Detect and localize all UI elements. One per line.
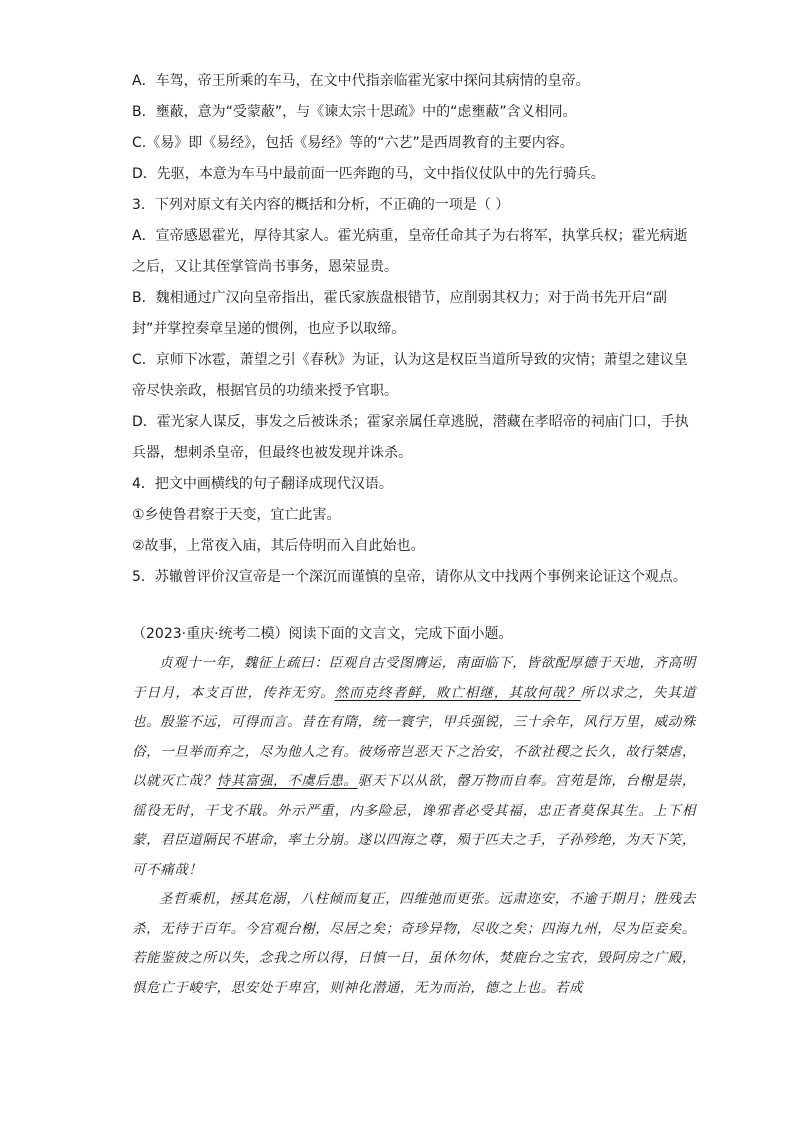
section-gap (132, 593, 696, 613)
option-3d: D．霍光家人谋反，事发之后被诛杀；霍家亲属任章逃脱，潜藏在孝昭帝的祠庙门口，手执兵器，想刺杀皇帝，但最终也被发现并诛杀。 (132, 414, 689, 461)
option-2a: A．车驾，帝王所乘的车马，在文中代指亲临霍光家中探问其病情的皇帝。 (132, 73, 590, 89)
passage-text: 驱天下以从欲，罄万物而自奉。宫苑是饰，台榭是崇，徭役无时，干戈不戢。外示严重，内多险忌，谗邪者必受其福，忠正者莫保其生。上下相蒙，君臣道隔民不堪命，率土分崩。遂以四海之尊，殒于匹夫之手，子孙殄绝，为天下笑，可不痛哉！ (132, 773, 697, 878)
question-5-stem: 5．苏辙曾评价汉宣帝是一个深沉而谨慎的皇帝，请你从文中找两个事例来论证这个观点。 (132, 569, 687, 585)
passage-paragraph-1 (132, 649, 696, 885)
option-3b: B．魏相通过广汉向皇帝指出，霍氏家族盘根错节，应削弱其权力；对于尚书先开启“副封”并掌控奏章呈递的惯例，也应予以取缔。 (132, 290, 667, 337)
question-4-sentence-2: ②故事，上常夜入庙，其后侍明而入自此始也。 (132, 538, 425, 554)
question-3-stem: 3．下列对原文有关内容的概括和分析，不正确的一项是（ ） (132, 197, 510, 213)
passage-paragraph-2: 圣哲乘机，拯其危溺，八柱倾而复正，四维弛而更张。远肃迩安，不逾于期月；胜残去杀，无待于百年。今宫观台榭，尽居之矣；奇珍异物，尽收之矣；四海九州，尽为臣妾矣。若能鉴彼之所以失，念我之所以得，日慎一日，虽休勿休，焚鹿台之宝衣，毁阿房之广殿，惧危亡于峻宇，思安处于卑宫，则神化潜通，无为而治，德之上也。若成 (132, 891, 696, 996)
passage-text: 所以求之，失其道也。殷鉴不远，可得而言。昔在有隋，统一寰宇，甲兵强锐，三十余年，风行万里，威动殊俗，一旦举而弃之，尽为他人之有。彼炀帝岂恶天下之治安，不欲社稷之长久，故行桀虐，以就灭亡哉？ (132, 684, 696, 789)
option-2c: C.《易》即《易经》，包括《易经》等的“六艺”是西周教育的主要内容。 (132, 135, 574, 151)
passage-text: 贞观十一年，魏征上疏曰：臣观自古受图膺运，南面临下，皆欲配厚德于天地，齐高明于日月，本支百世，传祚无穷。 (132, 655, 696, 701)
underlined-sentence-1: 然而克终者鲜，败亡相继，其故何哉？ (334, 684, 581, 701)
option-3c: C．京师下冰雹，萧望之引《春秋》为证，认为这是权臣当道所导致的灾情；萧望之建议皇帝尽快亲政，根据官员的功绩来授予官职。 (132, 352, 688, 399)
question-4-stem: 4．把文中画横线的句子翻译成现代汉语。 (132, 476, 393, 492)
option-2b: B．壅蔽，意为“受蒙蔽”，与《谏太宗十思疏》中的“虑壅蔽”含义相同。 (132, 104, 577, 120)
passage-source: （2023·重庆·统考二模）阅读下面的文言文，完成下面小题。 (132, 626, 513, 642)
question-4-sentence-1: ①乡使鲁君察于天变，宜亡此害。 (132, 507, 341, 523)
underlined-sentence-2: 恃其富强，不虞后患。 (216, 773, 358, 789)
option-3a: A．宣帝感恩霍光，厚待其家人。霍光病重，皇帝任命其子为右将军，执掌兵权；霍光病逝之后，又让其侄掌管尚书事务，恩荣显贵。 (132, 228, 688, 275)
option-2d: D．先驱，本意为车马中最前面一匹奔跑的马，文中指仪仗队中的先行骑兵。 (132, 166, 605, 182)
